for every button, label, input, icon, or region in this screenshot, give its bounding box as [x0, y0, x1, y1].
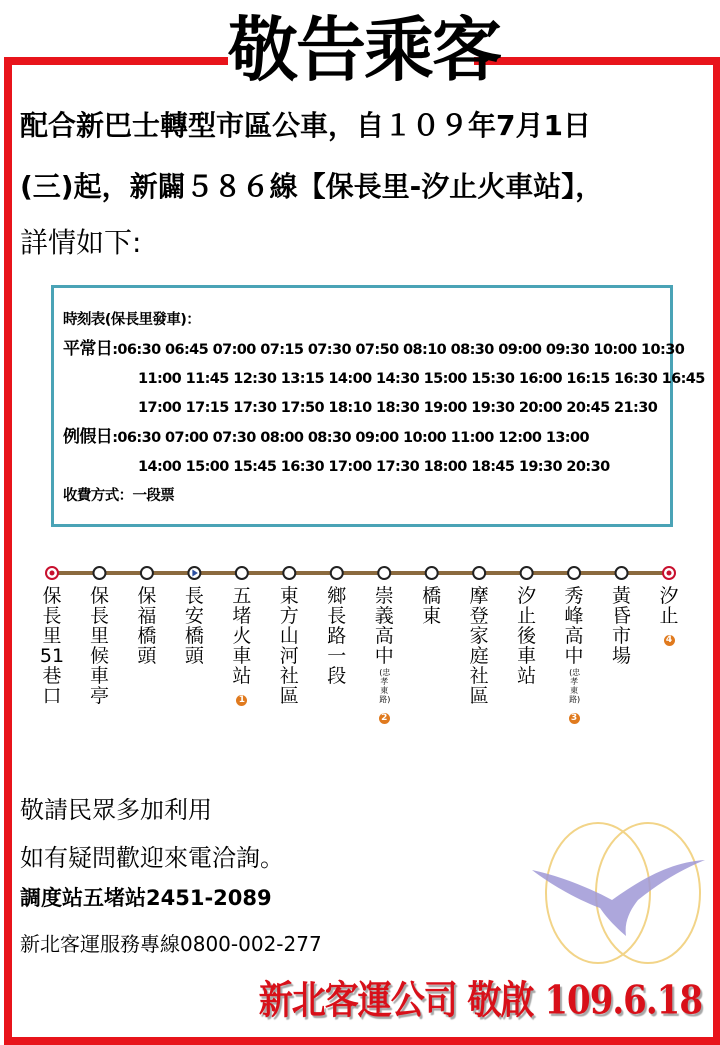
stop-label: [466, 586, 492, 706]
stop-marker: [93, 567, 105, 579]
service-hotline: 新北客運服務專線0800-002-277: [20, 932, 322, 956]
stop-label: [419, 586, 445, 626]
stop-marker: [616, 567, 628, 579]
stop-label: [656, 586, 682, 646]
stop-name: 汐止: [659, 585, 679, 627]
stop-name: 鄉長路一段: [327, 585, 347, 687]
holiday-row-1: [63, 427, 589, 448]
stop-label: [181, 586, 207, 666]
stop-sub-label: (忠孝東路): [379, 668, 391, 704]
terminal-dot: [667, 571, 672, 576]
stop-marker: [141, 567, 153, 579]
stop-sub-label: (忠孝東路): [569, 668, 581, 704]
holiday-times-1: :06:30 07:00 07:30 08:00 08:30 09:00 10:00 11:00 12:00 13:00: [112, 430, 589, 446]
stop-label: [86, 586, 112, 706]
stop-number-badge: 4: [664, 635, 675, 646]
stop-name: 秀峰高中: [564, 585, 584, 667]
stop-marker: [568, 567, 580, 579]
stop-number-badge: 3: [569, 713, 580, 724]
fare-method: 收費方式：一段票: [63, 488, 175, 504]
intro-line-3: 詳情如下:: [20, 226, 142, 259]
stop-name: 長安橋頭: [184, 585, 204, 667]
stop-label: [276, 586, 302, 706]
stop-marker: [521, 567, 533, 579]
stop-name: 保福橋頭: [137, 585, 157, 667]
stop-name: 五堵火車站: [232, 585, 252, 687]
stop-name: 保長里51巷口: [39, 585, 65, 707]
stop-name: 汐止後車站: [517, 585, 537, 687]
stop-marker: [378, 567, 390, 579]
terminal-dot: [50, 571, 55, 576]
weekday-times-1: :06:30 06:45 07:00 07:15 07:30 07:50 08:10 08:30 09:00 09:30 10:00 10:30: [112, 342, 685, 358]
stop-name: 橋東: [422, 585, 442, 627]
stop-name: 保長里候車亭: [89, 585, 109, 707]
dispatch-station-phone: 調度站五堵站2451-2089: [20, 886, 272, 910]
weekday-label: 平常日: [63, 339, 113, 359]
notice-title: 敬告乘客: [228, 2, 474, 100]
stop-label: [609, 586, 635, 666]
intro-line-1: 配合新巴士轉型市區公車，自１０９年7月1日: [20, 109, 591, 142]
closing-line-2: 如有疑問歡迎來電洽詢。: [20, 844, 284, 872]
stop-number-badge: 1: [236, 695, 247, 706]
signature: 新北客運公司 敬啟 109.6.18: [258, 977, 702, 1024]
timetable-box: [51, 285, 705, 527]
stop-number-badge: 2: [379, 713, 390, 724]
intro-line-2: (三)起，新闢５８６線【保長里-汐止火車站】，: [20, 170, 604, 203]
stop-marker: [283, 567, 295, 579]
stop-label: [561, 586, 587, 724]
stop-label: [134, 586, 160, 666]
stop-name: 崇義高中: [374, 585, 394, 667]
stop-marker: [331, 567, 343, 579]
stop-name: 黃昏市場: [612, 585, 632, 667]
weekday-times-2: 11:00 11:45 12:30 13:15 14:00 14:30 15:00 15:30 16:00 16:15 16:30 16:45: [138, 371, 705, 387]
stop-marker: [236, 567, 248, 579]
weekday-times-3: 17:00 17:15 17:30 17:50 18:10 18:30 19:00 19:30 20:00 20:45 21:30: [138, 400, 658, 416]
weekday-row-1: [63, 339, 684, 360]
stop-label: [324, 586, 350, 686]
stop-name: 東方山河社區: [279, 585, 299, 707]
stop-name: 摩登家庭社區: [469, 585, 489, 707]
timetable-header: 時刻表(保長里發車)：: [63, 312, 201, 328]
stop-marker: [473, 567, 485, 579]
stop-marker: [426, 567, 438, 579]
closing-line-1: 敬請民眾多加利用: [20, 796, 212, 824]
company-logo-icon: [520, 818, 720, 968]
stop-label: [514, 586, 540, 686]
stop-label: [371, 586, 397, 724]
holiday-label: 例假日: [63, 427, 113, 447]
stop-label: [39, 586, 65, 706]
stop-label: [229, 586, 255, 706]
holiday-times-2: 14:00 15:00 15:45 16:30 17:00 17:30 18:00 18:45 19:30 20:30: [138, 459, 610, 475]
